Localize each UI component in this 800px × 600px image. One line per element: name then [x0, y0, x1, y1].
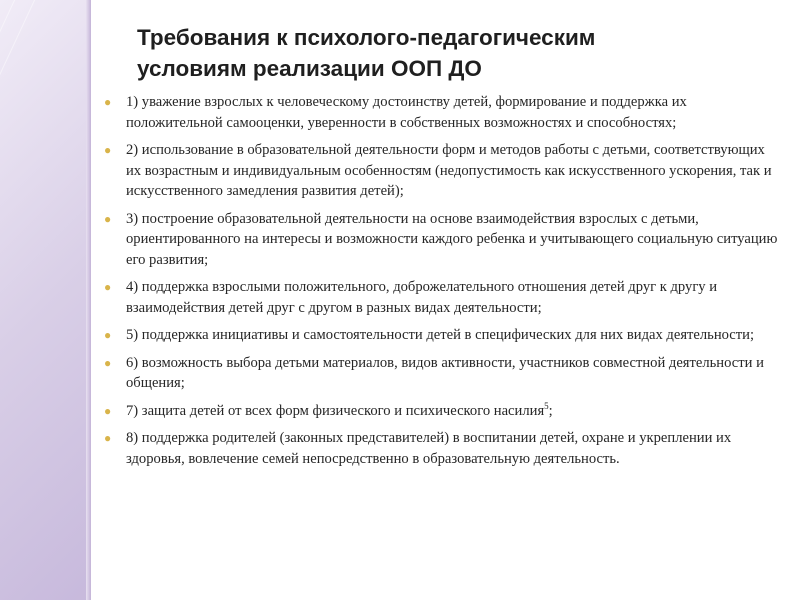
bullet-dot-icon: ● [104, 211, 112, 226]
bullet-dot-icon: ● [104, 95, 112, 109]
sidebar-edge [86, 0, 91, 600]
list-item [100, 140, 780, 202]
bullet-dot-icon: ● [104, 280, 112, 294]
list-item [100, 353, 780, 394]
bullet-dot-icon: ● [104, 431, 112, 445]
list-item-text: 5) поддержка инициативы и самостоятельности детей в специфических для них видах деятельности; [126, 327, 755, 343]
list-item-text: 1) уважение взрослых к человеческому достоинству детей, формирование и поддержка их положительной самооценки, уверенности в собственных возможностях и способностях; [126, 94, 687, 131]
list-item [100, 428, 780, 469]
bullet-dot-icon: ● [104, 355, 112, 370]
list-item-text: 3) построение образовательной деятельности на основе взаимодействия взрослых с детьми, ориентированного на интересы и возможности каждого ребенка и учитывающего социальную ситуацию его развития; [126, 210, 778, 268]
list-item-text: 2) использование в образовательной деятельности форм и методов работы с детьми, соответствующих их возрастным и индивидуальным особенностям (недопустимость как искусственного ускорения, так и искусственного замедления развития детей); [126, 142, 772, 199]
list-item-suffix: ; [548, 402, 553, 419]
bullet-dot-icon: ● [104, 403, 112, 418]
slide-title [137, 22, 757, 84]
slide-title-line-1: Требования к психолого-педагогическим [137, 25, 596, 50]
list-item [100, 209, 780, 271]
list-item [100, 92, 780, 133]
bullet-dot-icon: ● [104, 328, 112, 342]
requirements-list [100, 92, 780, 476]
list-item [100, 401, 780, 422]
bullet-dot-icon: ● [104, 143, 112, 157]
list-item-text: 8) поддержка родителей (законных представителей) в воспитании детей, охране и укреплении их здоровья, вовлечение семей непосредственно в образовательную деятельность. [126, 430, 732, 467]
decorative-sidebar [0, 0, 91, 600]
list-item [100, 277, 780, 318]
footnote-marker: 5 [544, 400, 549, 411]
list-item-text: 4) поддержка взрослыми положительного, доброжелательного отношения детей друг к другу и взаимодействия детей друг с другом в разных видах деятельности; [126, 279, 718, 316]
list-item-text: 6) возможность выбора детьми материалов, видов активности, участников совместной деятельности и общения; [126, 354, 764, 391]
list-item [100, 325, 780, 346]
list-item-text: 7) защита детей от всех форм физического и психического насилия [126, 402, 545, 419]
slide-title-line-2: условиям реализации ООП ДО [137, 56, 482, 81]
